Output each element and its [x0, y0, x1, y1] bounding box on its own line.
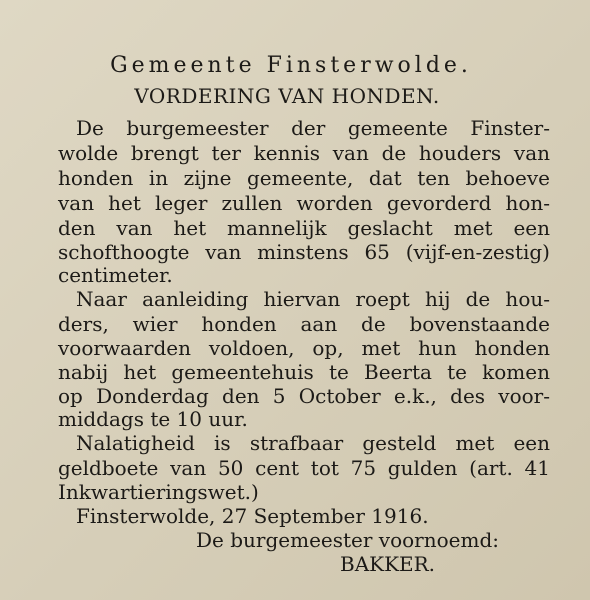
paragraph-3-line-2: geldboete van 50 cent tot 75 gulden (art. 41 — [58, 456, 550, 480]
paragraph-1-line-2: wolde brengt ter kennis van de houders van — [58, 141, 550, 165]
paragraph-2-line-1: Naar aanleiding hiervan roept hij de hou- — [76, 287, 550, 311]
municipality-header: Gemeente Finsterwolde. — [110, 53, 472, 78]
paragraph-3-line-3: Inkwartieringswet.) — [58, 480, 259, 504]
paragraph-1-line-6: schofthoogte van minstens 65 (vijf-en-zestig) — [58, 240, 550, 264]
paragraph-1-line-3: honden in zijne gemeente, dat ten behoeve — [58, 166, 550, 190]
signature: BAKKER. — [340, 552, 436, 576]
paragraph-2-line-6: middags te 10 uur. — [58, 407, 248, 431]
closing-line: De burgemeester voornoemd: — [196, 528, 500, 552]
paragraph-2-line-4: nabij het gemeentehuis te Beerta te komen — [58, 360, 550, 384]
place-and-date: Finsterwolde, 27 September 1916. — [76, 504, 429, 528]
paragraph-1-line-5: den van het mannelijk geslacht met een — [58, 216, 550, 240]
paragraph-3-line-1: Nalatigheid is strafbaar gesteld met een — [76, 431, 550, 455]
notice-title: VORDERING VAN HONDEN. — [134, 84, 440, 108]
paragraph-2-line-5: op Donderdag den 5 October e.k., des voor- — [58, 384, 550, 408]
paragraph-2-line-3: voorwaarden voldoen, op, met hun honden — [58, 336, 550, 360]
paragraph-2-line-2: ders, wier honden aan de bovenstaande — [58, 312, 550, 336]
paragraph-1-line-4: van het leger zullen worden gevorderd hon- — [58, 191, 550, 215]
paragraph-1-line-1: De burgemeester der gemeente Finster- — [76, 116, 550, 140]
paragraph-1-line-7: centimeter. — [58, 263, 173, 287]
